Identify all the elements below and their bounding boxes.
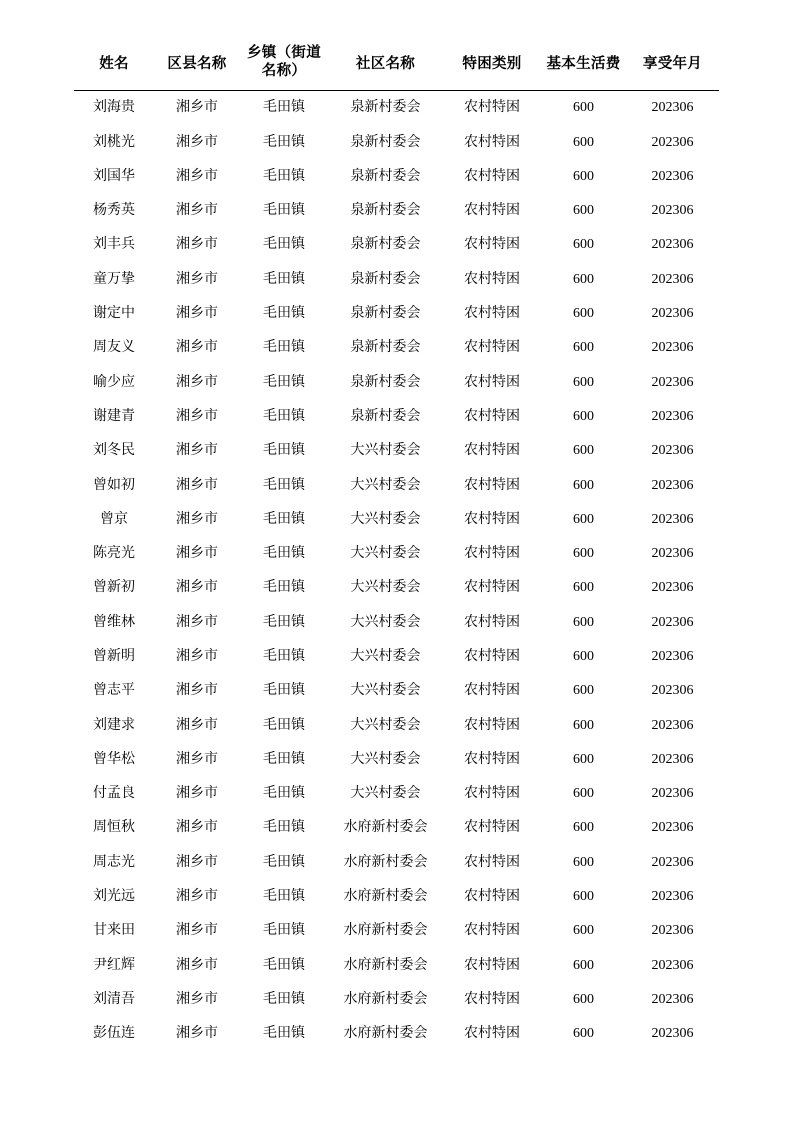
cell-name: 刘光远	[93, 889, 135, 905]
cell-period: 202306	[651, 511, 694, 527]
cell-community: 大兴村委会	[350, 786, 421, 802]
table-row	[74, 160, 719, 194]
cell-allowance: 600	[573, 271, 594, 287]
cell-township: 毛田镇	[263, 614, 305, 630]
cell-name: 陈亮光	[93, 546, 135, 562]
cell-township: 毛田镇	[263, 751, 305, 767]
column-header-township: 乡镇（街道名称）	[240, 44, 328, 91]
cell-name: 尹红辉	[93, 957, 135, 973]
cell-category: 农村特困	[464, 306, 520, 322]
cell-township: 毛田镇	[263, 683, 305, 699]
cell-allowance: 600	[573, 751, 594, 767]
cell-district: 湘乡市	[176, 889, 218, 905]
table-row	[74, 126, 719, 160]
table-row	[74, 1017, 719, 1051]
cell-allowance: 600	[573, 134, 594, 150]
cell-period: 202306	[651, 1026, 694, 1042]
cell-name: 刘国华	[93, 168, 135, 184]
table-row	[74, 297, 719, 331]
cell-township: 毛田镇	[263, 854, 305, 870]
cell-period: 202306	[651, 477, 694, 493]
cell-township: 毛田镇	[263, 580, 305, 596]
cell-community: 大兴村委会	[350, 683, 421, 699]
cell-name: 曾新初	[93, 580, 135, 596]
cell-allowance: 600	[573, 306, 594, 322]
cell-community: 水府新村委会	[343, 1026, 428, 1042]
cell-allowance: 600	[573, 786, 594, 802]
cell-period: 202306	[651, 649, 694, 664]
table-header	[74, 44, 719, 91]
cell-name: 刘丰兵	[93, 237, 135, 253]
table-row	[74, 709, 719, 743]
cell-name: 甘来田	[93, 923, 135, 939]
cell-allowance: 600	[573, 408, 594, 424]
cell-category: 农村特困	[464, 580, 520, 596]
table-row	[74, 400, 719, 434]
cell-category: 农村特困	[464, 957, 520, 973]
table-row	[74, 366, 719, 400]
column-header-allowance: 基本生活费	[541, 44, 626, 91]
cell-allowance: 600	[573, 340, 594, 356]
cell-name: 谢定中	[93, 306, 135, 322]
cell-community: 大兴村委会	[350, 443, 421, 459]
cell-name: 曾如初	[93, 477, 135, 493]
cell-category: 农村特困	[464, 237, 520, 253]
cell-allowance: 600	[573, 477, 594, 493]
cell-district: 湘乡市	[176, 546, 218, 562]
table-row	[74, 571, 719, 605]
cell-district: 湘乡市	[176, 271, 218, 287]
table-row	[74, 606, 719, 640]
cell-district: 湘乡市	[176, 717, 218, 733]
cell-district: 湘乡市	[176, 100, 218, 116]
cell-allowance: 600	[573, 889, 594, 905]
cell-category: 农村特困	[464, 340, 520, 356]
column-header-category: 特困类别	[443, 44, 541, 91]
cell-name: 曾华松	[93, 751, 135, 767]
cell-period: 202306	[651, 923, 694, 939]
table-row	[74, 674, 719, 708]
cell-period: 202306	[651, 854, 694, 870]
cell-period: 202306	[651, 889, 694, 905]
table-header-row	[74, 44, 719, 91]
cell-district: 湘乡市	[176, 511, 218, 527]
cell-category: 农村特困	[464, 271, 520, 287]
cell-district: 湘乡市	[176, 134, 218, 150]
table-row	[74, 537, 719, 571]
cell-period: 202306	[651, 717, 694, 733]
cell-period: 202306	[651, 614, 694, 630]
cell-allowance: 600	[573, 374, 594, 390]
cell-name: 曾志平	[93, 683, 135, 699]
table-row	[74, 846, 719, 880]
cell-period: 202306	[651, 340, 694, 356]
cell-district: 湘乡市	[176, 580, 218, 596]
cell-township: 毛田镇	[263, 374, 305, 390]
cell-township: 毛田镇	[263, 306, 305, 322]
cell-community: 大兴村委会	[350, 751, 421, 767]
cell-township: 毛田镇	[263, 786, 305, 802]
cell-district: 湘乡市	[176, 477, 218, 493]
cell-district: 湘乡市	[176, 649, 218, 664]
cell-name: 谢建青	[93, 408, 135, 424]
cell-category: 农村特困	[464, 477, 520, 493]
cell-allowance: 600	[573, 820, 594, 836]
cell-district: 湘乡市	[176, 1026, 218, 1042]
cell-allowance: 600	[573, 854, 594, 870]
cell-township: 毛田镇	[263, 1026, 305, 1042]
cell-allowance: 600	[573, 546, 594, 562]
cell-category: 农村特困	[464, 203, 520, 219]
cell-district: 湘乡市	[176, 203, 218, 219]
cell-category: 农村特困	[464, 374, 520, 390]
cell-period: 202306	[651, 786, 694, 802]
cell-community: 大兴村委会	[350, 511, 421, 527]
cell-category: 农村特困	[464, 683, 520, 699]
cell-category: 农村特困	[464, 1026, 520, 1042]
cell-community: 水府新村委会	[343, 991, 428, 1007]
cell-name: 周恒秋	[93, 820, 135, 836]
cell-township: 毛田镇	[263, 271, 305, 287]
cell-community: 水府新村委会	[343, 854, 428, 870]
table-row	[74, 91, 719, 126]
cell-community: 大兴村委会	[350, 614, 421, 630]
cell-category: 农村特困	[464, 614, 520, 630]
cell-period: 202306	[651, 306, 694, 322]
column-header-period: 享受年月	[626, 44, 719, 91]
cell-township: 毛田镇	[263, 134, 305, 150]
cell-district: 湘乡市	[176, 340, 218, 356]
cell-name: 彭伍连	[93, 1026, 135, 1042]
cell-township: 毛田镇	[263, 443, 305, 459]
cell-township: 毛田镇	[263, 168, 305, 184]
table-row	[74, 228, 719, 262]
cell-township: 毛田镇	[263, 649, 305, 664]
cell-allowance: 600	[573, 717, 594, 733]
cell-district: 湘乡市	[176, 991, 218, 1007]
cell-allowance: 600	[573, 991, 594, 1007]
cell-period: 202306	[651, 408, 694, 424]
cell-name: 喻少应	[93, 374, 135, 390]
cell-category: 农村特困	[464, 100, 520, 116]
table-row	[74, 640, 719, 674]
cell-period: 202306	[651, 237, 694, 253]
table-row	[74, 914, 719, 948]
table-row	[74, 949, 719, 983]
cell-allowance: 600	[573, 649, 594, 664]
cell-allowance: 600	[573, 237, 594, 253]
cell-district: 湘乡市	[176, 306, 218, 322]
cell-period: 202306	[651, 991, 694, 1007]
cell-name: 周友义	[93, 340, 135, 356]
cell-district: 湘乡市	[176, 854, 218, 870]
cell-category: 农村特困	[464, 546, 520, 562]
cell-allowance: 600	[573, 1026, 594, 1042]
cell-allowance: 600	[573, 511, 594, 527]
cell-name: 曾京	[100, 511, 128, 527]
cell-allowance: 600	[573, 923, 594, 939]
cell-name: 刘冬民	[93, 443, 135, 459]
table-row	[74, 331, 719, 365]
cell-name: 付孟良	[93, 786, 135, 802]
cell-township: 毛田镇	[263, 511, 305, 527]
cell-category: 农村特困	[464, 854, 520, 870]
cell-township: 毛田镇	[263, 717, 305, 733]
cell-community: 泉新村委会	[350, 340, 421, 356]
cell-community: 泉新村委会	[350, 100, 421, 116]
column-header-community: 社区名称	[328, 44, 443, 91]
cell-township: 毛田镇	[263, 957, 305, 973]
cell-township: 毛田镇	[263, 546, 305, 562]
cell-category: 农村特困	[464, 786, 520, 802]
cell-district: 湘乡市	[176, 786, 218, 802]
cell-community: 泉新村委会	[350, 306, 421, 322]
cell-category: 农村特困	[464, 820, 520, 836]
table-body	[74, 91, 719, 1052]
cell-district: 湘乡市	[176, 237, 218, 253]
table-row	[74, 811, 719, 845]
cell-period: 202306	[651, 100, 694, 116]
cell-township: 毛田镇	[263, 408, 305, 424]
cell-period: 202306	[651, 580, 694, 596]
cell-community: 泉新村委会	[350, 168, 421, 184]
cell-township: 毛田镇	[263, 237, 305, 253]
table-row	[74, 743, 719, 777]
cell-allowance: 600	[573, 683, 594, 699]
cell-community: 泉新村委会	[350, 271, 421, 287]
cell-community: 大兴村委会	[350, 546, 421, 562]
cell-community: 大兴村委会	[350, 649, 421, 664]
cell-name: 童万挚	[93, 271, 135, 287]
column-header-name: 姓名	[74, 44, 154, 91]
table-row	[74, 263, 719, 297]
cell-allowance: 600	[573, 100, 594, 116]
table-row	[74, 983, 719, 1017]
cell-period: 202306	[651, 546, 694, 562]
cell-name: 刘建求	[93, 717, 135, 733]
cell-community: 泉新村委会	[350, 134, 421, 150]
cell-name: 周志光	[93, 854, 135, 870]
cell-period: 202306	[651, 957, 694, 973]
cell-name: 曾维林	[93, 614, 135, 630]
cell-township: 毛田镇	[263, 889, 305, 905]
cell-name: 刘桃光	[93, 134, 135, 150]
table-row	[74, 777, 719, 811]
cell-period: 202306	[651, 168, 694, 184]
cell-category: 农村特困	[464, 649, 520, 664]
table-row	[74, 194, 719, 228]
cell-name: 刘清吾	[93, 991, 135, 1007]
cell-allowance: 600	[573, 203, 594, 219]
cell-district: 湘乡市	[176, 683, 218, 699]
cell-community: 泉新村委会	[350, 237, 421, 253]
cell-period: 202306	[651, 751, 694, 767]
cell-community: 大兴村委会	[350, 580, 421, 596]
cell-community: 泉新村委会	[350, 374, 421, 390]
cell-period: 202306	[651, 374, 694, 390]
data-table	[74, 44, 719, 1052]
cell-community: 大兴村委会	[350, 717, 421, 733]
cell-period: 202306	[651, 271, 694, 287]
cell-district: 湘乡市	[176, 957, 218, 973]
column-header-district: 区县名称	[154, 44, 240, 91]
cell-period: 202306	[651, 683, 694, 699]
cell-period: 202306	[651, 134, 694, 150]
cell-category: 农村特困	[464, 991, 520, 1007]
table-row	[74, 503, 719, 537]
cell-district: 湘乡市	[176, 168, 218, 184]
cell-allowance: 600	[573, 957, 594, 973]
cell-allowance: 600	[573, 580, 594, 596]
cell-district: 湘乡市	[176, 408, 218, 424]
cell-category: 农村特困	[464, 134, 520, 150]
table-row	[74, 469, 719, 503]
cell-township: 毛田镇	[263, 923, 305, 939]
cell-category: 农村特困	[464, 408, 520, 424]
table-row	[74, 880, 719, 914]
cell-name: 曾新明	[93, 649, 135, 664]
cell-community: 水府新村委会	[343, 957, 428, 973]
cell-township: 毛田镇	[263, 203, 305, 219]
cell-township: 毛田镇	[263, 477, 305, 493]
table-row	[74, 434, 719, 468]
cell-district: 湘乡市	[176, 751, 218, 767]
cell-community: 大兴村委会	[350, 477, 421, 493]
cell-name: 杨秀英	[93, 203, 135, 219]
cell-period: 202306	[651, 443, 694, 459]
cell-allowance: 600	[573, 614, 594, 630]
cell-period: 202306	[651, 820, 694, 836]
cell-district: 湘乡市	[176, 443, 218, 459]
cell-period: 202306	[651, 203, 694, 219]
cell-category: 农村特困	[464, 168, 520, 184]
cell-district: 湘乡市	[176, 374, 218, 390]
cell-allowance: 600	[573, 168, 594, 184]
cell-category: 农村特困	[464, 923, 520, 939]
cell-district: 湘乡市	[176, 923, 218, 939]
cell-township: 毛田镇	[263, 340, 305, 356]
cell-community: 泉新村委会	[350, 203, 421, 219]
cell-category: 农村特困	[464, 751, 520, 767]
cell-category: 农村特困	[464, 511, 520, 527]
cell-township: 毛田镇	[263, 820, 305, 836]
cell-category: 农村特困	[464, 889, 520, 905]
cell-community: 泉新村委会	[350, 408, 421, 424]
cell-community: 水府新村委会	[343, 820, 428, 836]
cell-category: 农村特困	[464, 443, 520, 459]
cell-allowance: 600	[573, 443, 594, 459]
cell-name: 刘海贵	[93, 100, 135, 116]
cell-district: 湘乡市	[176, 614, 218, 630]
cell-district: 湘乡市	[176, 820, 218, 836]
cell-community: 水府新村委会	[343, 923, 428, 939]
cell-community: 水府新村委会	[343, 889, 428, 905]
cell-township: 毛田镇	[263, 991, 305, 1007]
cell-category: 农村特困	[464, 717, 520, 733]
cell-township: 毛田镇	[263, 100, 305, 116]
